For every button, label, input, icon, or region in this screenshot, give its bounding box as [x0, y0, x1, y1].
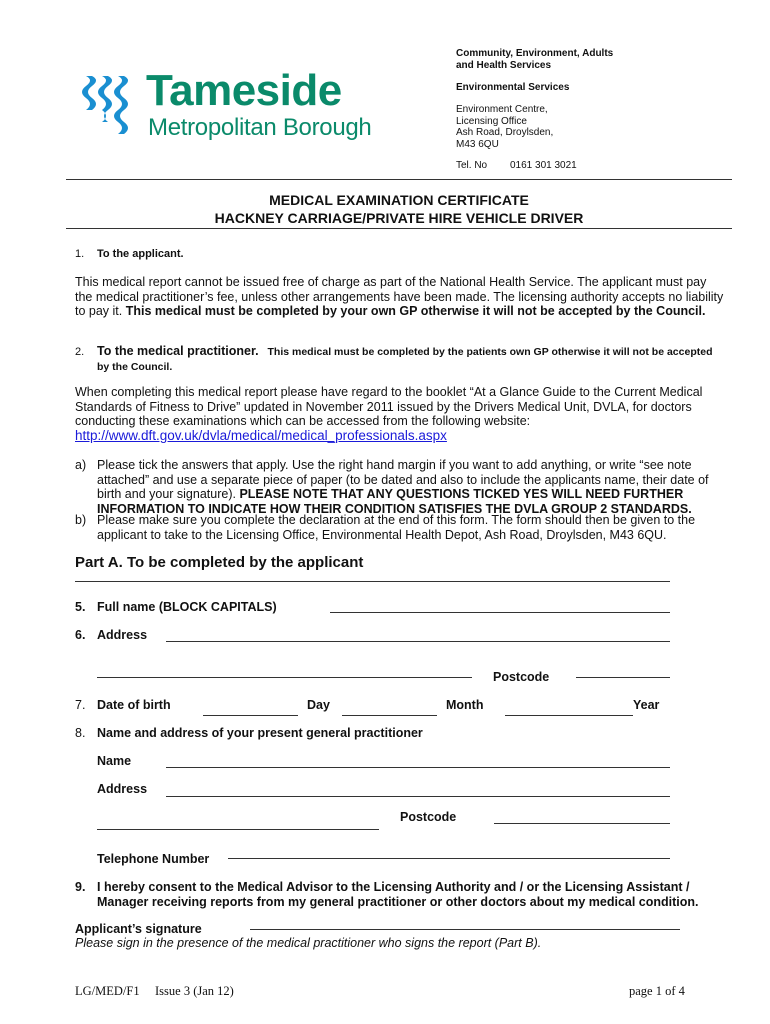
postcode-field[interactable]	[576, 677, 670, 678]
gp-postcode-label: Postcode	[400, 810, 457, 824]
year-label: Year	[633, 698, 660, 712]
section-2-heading: To the medical practitioner.	[97, 344, 259, 358]
title-line-1: MEDICAL EXAMINATION CERTIFICATE	[269, 192, 529, 208]
department-line-1: Community, Environment, Adults	[456, 48, 614, 59]
booklet-text: When completing this medical report please have regard to the booklet “At a Glance Guide to the Current Medical Standards of Fitness to Drive” updated in November 2011 issued by the Drivers Medical Unit, DVLA, for doctors conducting these examinations which can be accessed from the following website:	[75, 385, 703, 428]
address-line: Licensing Office	[456, 115, 527, 127]
council-logo	[82, 66, 412, 142]
instruction-a-text: Please tick the answers that apply. Use the right hand margin if you want to add anything, or write “see note attached” and use a separate piece of paper (to be dated and also to include the applicants name, their date of birth and your signature).	[97, 458, 709, 501]
gp-address-field-line-1[interactable]	[166, 796, 670, 797]
page-number: page 1 of 4	[629, 984, 685, 998]
address-label: Address	[97, 628, 148, 642]
address-field-line-2[interactable]	[97, 677, 472, 678]
q5-number: 5.	[75, 600, 86, 614]
dob-day-field[interactable]	[203, 715, 298, 716]
instruction-a	[97, 458, 725, 516]
gp-postcode-field[interactable]	[494, 823, 670, 824]
instruction-a-label: a)	[75, 458, 87, 472]
service-name: Environmental Services	[456, 82, 570, 93]
gp-details-label: Name and address of your present general practitioner	[97, 726, 423, 740]
tel-label: Tel. No	[456, 160, 488, 171]
section-1-number: 1.	[75, 248, 85, 260]
logo-wordmark: Tameside	[146, 66, 342, 115]
gp-telephone-label: Telephone Number	[97, 852, 210, 866]
form-reference: LG/MED/F1	[75, 984, 140, 998]
gp-name-field[interactable]	[166, 767, 670, 768]
postcode-label: Postcode	[493, 670, 550, 684]
logo-subtitle: Metropolitan Borough	[148, 114, 372, 141]
address-line: M43 6QU	[456, 138, 499, 150]
section-2-number: 2.	[75, 346, 85, 358]
signature-label: Applicant’s signature	[75, 922, 202, 936]
q9-number: 9.	[75, 880, 86, 894]
instruction-b: Please make sure you complete the declaration at the end of this form. The form should then be given to the applicant to take to the Licensing Office, Environmental Health Depot, Ash Road, Droylsden, M43 6QU.	[97, 513, 696, 542]
full-name-field[interactable]	[330, 612, 670, 613]
dob-year-field[interactable]	[505, 715, 633, 716]
tameside-wave-icon	[82, 74, 144, 140]
part-a-divider	[75, 581, 670, 582]
title-divider	[66, 228, 732, 229]
signature-note: Please sign in the presence of the medical practitioner who signs the report (Part B).	[75, 936, 542, 950]
form-issue: Issue 3 (Jan 12)	[155, 984, 234, 998]
section-1-body	[75, 275, 725, 319]
title-line-2: HACKNEY CARRIAGE/PRIVATE HIRE VEHICLE DRIVER	[214, 210, 584, 226]
q6-number: 6.	[75, 628, 86, 642]
gp-name-label: Name	[97, 754, 132, 768]
dob-month-field[interactable]	[342, 715, 437, 716]
document-title	[66, 191, 732, 227]
consent-statement: I hereby consent to the Medical Advisor to the Licensing Authority and / or the Licensing Assistant / Manager receiving reports from my general practitioner or other doctors about my medical condition.	[97, 880, 699, 909]
address-line: Ash Road, Droylsden,	[456, 127, 554, 138]
gp-address-field-line-2[interactable]	[97, 829, 379, 830]
section-2-body	[97, 344, 727, 374]
full-name-label: Full name (BLOCK CAPITALS)	[97, 600, 277, 614]
department-name	[456, 48, 613, 71]
q8-number: 8.	[75, 726, 86, 740]
instruction-b-label: b)	[75, 513, 87, 527]
day-label: Day	[307, 698, 330, 712]
tel-number: 0161 301 3021	[510, 160, 577, 171]
gp-address-label: Address	[97, 782, 148, 796]
section-1-heading: To the applicant.	[97, 248, 184, 260]
dvla-website-link[interactable]: http://www.dft.gov.uk/dvla/medical/medical_professionals.aspx	[75, 428, 447, 443]
address-line: Environment Centre,	[456, 104, 548, 115]
section-1-text: This medical report cannot be issued free of charge as part of the National Health Service. The applicant must pay the medical practitioner’s fee, unless other arrangements have been made. The licensing authority accepts no liability to pay it.	[75, 275, 724, 318]
section-1-warning: This medical must be completed by your own GP otherwise it will not be accepted by the Council.	[125, 304, 706, 318]
date-of-birth-label: Date of birth	[97, 698, 171, 712]
signature-field[interactable]	[250, 929, 680, 930]
q7-number: 7.	[75, 698, 86, 712]
office-address	[456, 104, 553, 150]
part-a-heading: Part A. To be completed by the applicant	[75, 554, 364, 571]
address-field-line-1[interactable]	[166, 641, 670, 642]
instruction-a-warning: PLEASE NOTE THAT ANY QUESTIONS TICKED YES WILL NEED FURTHER INFORMATION TO INDICATE HOW THEIR CONDITION SATISFIES THE DVLA GROUP 2 STANDARDS.	[97, 487, 692, 516]
header-divider	[66, 179, 732, 180]
gp-telephone-field[interactable]	[228, 858, 670, 859]
month-label: Month	[446, 698, 484, 712]
department-line-2: and Health Services	[456, 59, 552, 71]
section-2-note: This medical must be completed by the patients own GP otherwise it will not be accepted by the Council.	[97, 346, 713, 373]
